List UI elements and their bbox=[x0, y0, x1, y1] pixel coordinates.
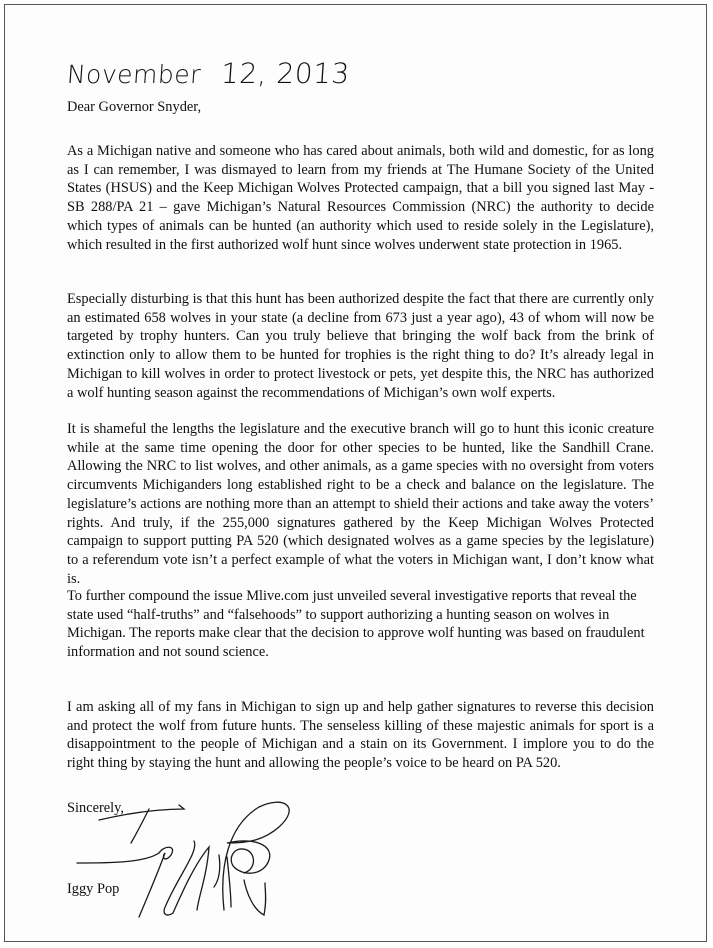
signature-icon bbox=[69, 795, 299, 945]
date-day-year: 12, 2013 bbox=[219, 57, 351, 90]
salutation: Dear Governor Snyder, bbox=[67, 99, 202, 115]
paragraph-1: As a Michigan native and someone who has cared about animals, both wild and domestic, for as long as I can remember, I was dismayed to learn from my friends at The Humane Society of the United States (HSUS) and the Keep Michigan Wolves Protected campaign, that a bill you signed last May - SB 288/PA 21 – gave Michigan’s Natural Resources Commission (NRC) the authority to decide which types of animals can be hunted (an authority which used to reside solely in the Legislature), which resulted in the first authorized wolf hunt since wolves underwent state protection in 1965. bbox=[67, 143, 654, 253]
signer-name: Iggy Pop bbox=[67, 881, 120, 897]
letter-page bbox=[4, 4, 707, 942]
paragraph-3: It is shameful the lengths the legislature and the executive branch will go to hunt this iconic creature while at the same time opening the door for other species to be hunted, like the Sandhill Crane. Allowing the NRC to list wolves, and other animals, as a game species with no oversight from voters circumvents Michiganders long established right to be a check and balance on the legislature. The legislature’s actions are nothing more than an attempt to shield their actions and take away the voters’ rights. And truly, if the 255,000 signatures gathered by the Keep Michigan Wolves Protected campaign to support putting PA 520 (which designated wolves as a game species by the legislature) to a referendum vote isn’t a perfect example of what the voters in Michigan want, I don’t know what is. bbox=[67, 421, 654, 587]
paragraph-2: Especially disturbing is that this hunt has been authorized despite the fact that there are currently only an estimated 658 wolves in your state (a decline from 673 just a year ago), 43 of whom will now be targeted by trophy hunters. Can you truly believe that bringing the wolf back from the brink of extinction only to allow them to be hunted for trophies is the right thing to do? It’s already legal in Michigan to kill wolves in order to protect livestock or pets, yet despite this, the NRC has authorized a wolf hunting season against the recommendations of Michigan’s own wolf experts. bbox=[67, 291, 654, 401]
paragraph-4: To further compound the issue Mlive.com just unveiled several investigative reports that reveal the state used “half-truths” and “falsehoods” to support authorizing a hunting season on wolves in Michigan. The reports make clear that the decision to approve wolf hunting was based on fraudulent information and not sound science. bbox=[67, 588, 645, 661]
closing: Sincerely, bbox=[67, 800, 125, 816]
paragraph-5: I am asking all of my fans in Michigan to sign up and help gather signatures to reverse this decision and protect the wolf from future hunts. The senseless killing of these majestic animals for sport is a disappointment to the people of Michigan and a stain on its Government. I implore you to do the right thing by staying the hunt and allowing the people’s voice to be heard on PA 520. bbox=[67, 699, 654, 772]
date-month: November bbox=[65, 60, 203, 89]
handwritten-date bbox=[66, 57, 351, 90]
